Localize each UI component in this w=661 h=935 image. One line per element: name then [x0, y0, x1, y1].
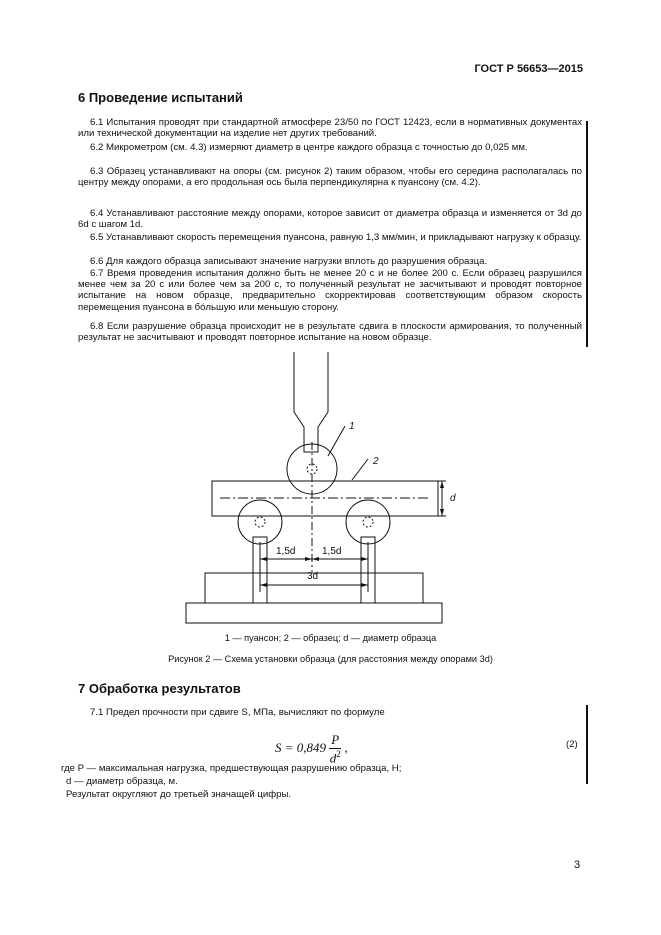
section-7-title: 7 Обработка результатов — [78, 681, 241, 696]
where-d: d — диаметр образца, м. — [66, 776, 178, 787]
label-specimen: 2 — [373, 456, 379, 467]
label-half-left: 1,5d — [276, 546, 296, 557]
rounding-note: Результат округляют до третьей значащей цифры. — [66, 789, 292, 800]
section-6-title: 6 Проведение испытаний — [78, 90, 243, 105]
base-lower — [186, 603, 442, 623]
figure-legend: 1 — пуансон; 2 — образец; d — диаметр образца — [224, 633, 437, 643]
shear-strength-formula: S = 0,849 $\frac{P}{d^2}$ , — [275, 732, 348, 766]
punch-stem — [294, 352, 328, 452]
document-code: ГОСТ Р 56653—2015 — [474, 63, 583, 75]
page-number: 3 — [574, 859, 581, 871]
para-7-1: 7.1 Предел прочности при сдвиге S, МПа, вычисляют по формуле — [90, 707, 385, 718]
label-span: 3d — [307, 571, 319, 582]
para-6-1: 6.1 Испытания проводят при стандартной атмосфере 23/50 по ГОСТ 12423, если в нормативных документах или технической документации на изделие нет других требований. — [78, 117, 582, 140]
label-punch: 1 — [349, 421, 355, 432]
para-6-3: 6.3 Образец устанавливают на опоры (см. рисунок 2) таким образом, чтобы его середина располагалась по центру между опорами, а его продольная ось была перпендикулярна к пуансону (см. 4.2). — [78, 166, 582, 189]
change-bar — [586, 705, 588, 784]
label-half-right: 1,5d — [322, 546, 342, 557]
para-6-2: 6.2 Микрометром (см. 4.3) измеряют диаметр в центре каждого образца с точностью до 0,025 мм. — [90, 142, 528, 153]
figure-caption: Рисунок 2 — Схема установки образца (для расстояния между опорами 3d) — [168, 654, 493, 664]
change-bar — [586, 121, 588, 347]
para-6-6: 6.6 Для каждого образца записывают значение нагрузки вплоть до разрушения образца. — [90, 256, 488, 267]
para-6-4: 6.4 Устанавливают расстояние между опорами, которое зависит от диаметра образца и изменяется от 3d до 6d с шагом 1d. — [78, 208, 582, 231]
equation-number: (2) — [566, 739, 578, 750]
para-6-7: 6.7 Время проведения испытания должно быть не менее 20 с и не более 200 с. Если образец разрушился менее чем за 20 с или более чем за 200 с, то полученный результат не засчитывают и проводят повторное испытание на новом образце, предварительно скорректировав соответствующим образом скорость перемещения пуансона в бóльшую или меньшую сторону. — [78, 268, 582, 313]
para-6-5: 6.5 Устанавливают скорость перемещения пуансона, равную 1,3 мм/мин, и прикладывают нагрузку к образцу. — [90, 232, 582, 243]
label-diameter: d — [450, 493, 456, 504]
where-p: где P — максимальная нагрузка, предшествующая разрушению образца, Н; — [61, 763, 402, 774]
para-6-8: 6.8 Если разрушение образца происходит не в результате сдвига в плоскости армирования, то полученный результат не засчитывают и проводят повторное испытание на новом образце. — [78, 321, 582, 344]
figure-setup-diagram — [180, 352, 480, 630]
